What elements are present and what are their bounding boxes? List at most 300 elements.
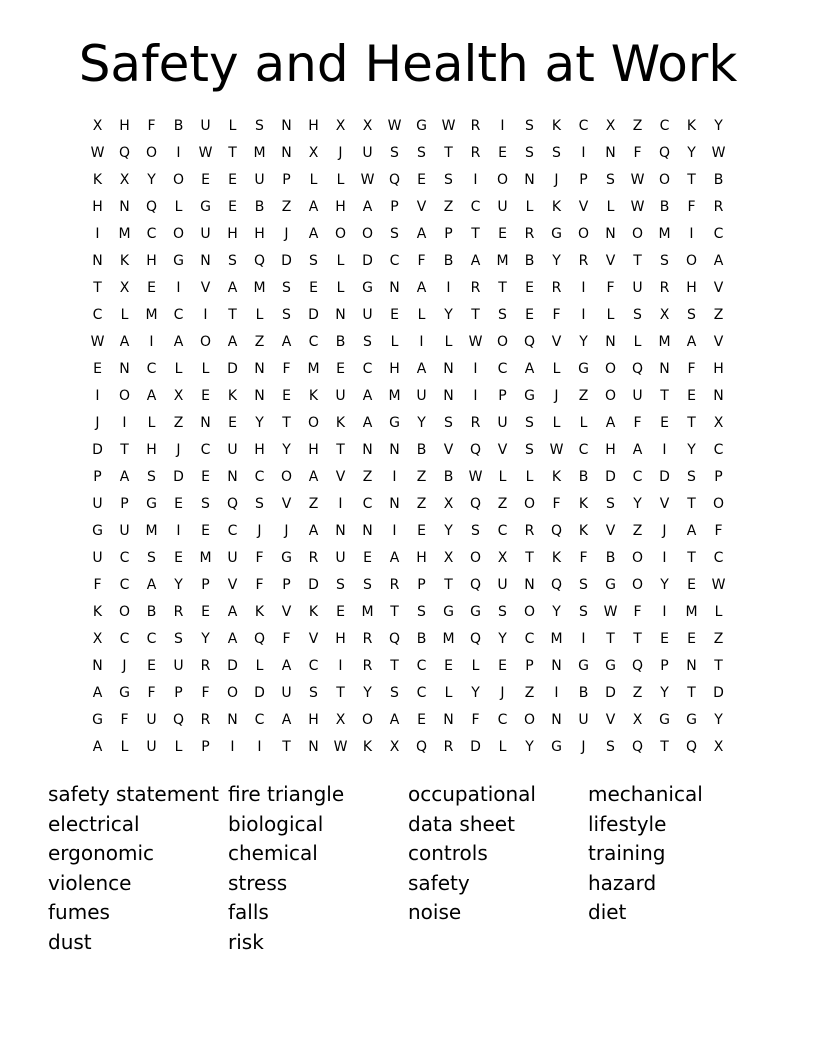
grid-letter: N: [200, 414, 211, 431]
grid-letter: L: [525, 468, 534, 485]
grid-letter: S: [336, 576, 345, 593]
grid-row: [84, 679, 732, 706]
grid-letter: Y: [444, 522, 453, 539]
word-item: safety statement: [48, 782, 220, 806]
grid-letter: R: [524, 522, 535, 539]
grid-letter: T: [282, 738, 291, 755]
word-item: biological: [228, 811, 324, 836]
grid-letter: U: [416, 387, 427, 404]
grid-letter: S: [390, 684, 399, 701]
grid-letter: L: [606, 198, 615, 215]
grid-letter: Z: [632, 117, 643, 134]
grid-letter: R: [659, 279, 670, 296]
grid-letter: O: [199, 333, 212, 350]
grid-letter: U: [200, 225, 211, 242]
grid-letter: T: [336, 441, 345, 458]
grid-letter: S: [606, 171, 615, 188]
grid-letter: D: [605, 468, 616, 485]
grid-letter: F: [147, 117, 156, 134]
grid-letter: U: [254, 171, 265, 188]
grid-letter: Z: [416, 468, 427, 485]
grid-letter: P: [174, 684, 183, 701]
grid-letter: Q: [415, 738, 428, 755]
word-item: falls: [228, 900, 269, 925]
grid-letter: C: [119, 630, 130, 647]
grid-letter: A: [632, 441, 643, 458]
word-item: occupational: [408, 782, 536, 806]
grid-letter: D: [254, 684, 265, 701]
grid-letter: B: [335, 333, 346, 350]
grid-letter: A: [92, 684, 103, 701]
grid-letter: U: [92, 549, 103, 566]
grid-letter: O: [523, 495, 536, 512]
grid-letter: I: [554, 684, 559, 701]
grid-letter: I: [446, 279, 451, 296]
grid-letter: C: [497, 360, 508, 377]
grid-letter: V: [281, 603, 292, 620]
grid-letter: R: [443, 738, 454, 755]
grid-letter: B: [713, 171, 724, 188]
grid-letter: I: [689, 225, 694, 242]
page-title: Safety and Health at Work: [78, 35, 738, 93]
grid-letter: O: [361, 225, 374, 242]
word-column: [408, 780, 588, 958]
grid-letter: Z: [632, 684, 643, 701]
grid-letter: N: [119, 198, 130, 215]
grid-letter: Y: [255, 414, 264, 431]
grid-letter: L: [147, 414, 156, 431]
grid-letter: N: [227, 711, 238, 728]
grid-letter: I: [662, 603, 667, 620]
grid-letter: O: [172, 171, 185, 188]
grid-letter: S: [579, 603, 588, 620]
grid-letter: E: [687, 576, 696, 593]
grid-letter: C: [713, 549, 724, 566]
word-item: mechanical: [588, 782, 703, 806]
grid-letter: A: [713, 252, 724, 269]
grid-row: [84, 220, 732, 247]
grid-letter: D: [92, 441, 103, 458]
grid-letter: I: [338, 495, 343, 512]
grid-letter: C: [524, 630, 535, 647]
grid-letter: K: [551, 468, 562, 485]
word-column: [48, 780, 228, 958]
grid-letter: E: [201, 522, 210, 539]
grid-row: [84, 544, 732, 571]
grid-letter: B: [659, 198, 670, 215]
grid-letter: Q: [523, 333, 536, 350]
grid-letter: J: [176, 441, 181, 458]
grid-letter: S: [687, 468, 696, 485]
grid-letter: L: [255, 657, 264, 674]
grid-letter: H: [254, 441, 265, 458]
grid-letter: G: [146, 495, 157, 512]
grid-letter: R: [308, 549, 319, 566]
grid-letter: M: [118, 225, 131, 242]
grid-letter: K: [92, 603, 103, 620]
grid-letter: A: [119, 468, 130, 485]
grid-letter: Q: [388, 630, 401, 647]
grid-letter: Y: [174, 576, 183, 593]
grid-letter: N: [281, 144, 292, 161]
grid-letter: O: [712, 495, 725, 512]
grid-letter: X: [92, 630, 103, 647]
grid-letter: F: [633, 144, 642, 161]
grid-letter: Y: [579, 333, 588, 350]
grid-letter: A: [470, 252, 481, 269]
grid-letter: C: [659, 117, 670, 134]
grid-letter: K: [578, 522, 589, 539]
grid-letter: S: [552, 144, 561, 161]
grid-letter: T: [714, 657, 723, 674]
grid-letter: A: [308, 522, 319, 539]
grid-letter: V: [200, 279, 211, 296]
grid-letter: S: [498, 603, 507, 620]
grid-row: [84, 274, 732, 301]
grid-letter: W: [549, 441, 564, 458]
grid-letter: M: [145, 306, 158, 323]
grid-letter: N: [443, 360, 454, 377]
grid-letter: I: [392, 468, 397, 485]
grid-letter: T: [633, 630, 642, 647]
grid-letter: U: [281, 684, 292, 701]
grid-letter: A: [173, 333, 184, 350]
grid-letter: Q: [469, 576, 482, 593]
grid-letter: D: [281, 252, 292, 269]
grid-letter: C: [713, 441, 724, 458]
grid-letter: R: [200, 657, 211, 674]
grid-letter: A: [524, 360, 535, 377]
grid-letter: S: [255, 495, 264, 512]
grid-letter: A: [146, 576, 157, 593]
grid-row: [84, 166, 732, 193]
grid-letter: G: [173, 252, 184, 269]
grid-letter: O: [631, 576, 644, 593]
grid-letter: R: [200, 711, 211, 728]
grid-letter: T: [336, 684, 345, 701]
grid-letter: F: [282, 630, 291, 647]
grid-letter: W: [711, 576, 726, 593]
grid-letter: E: [147, 657, 156, 674]
grid-letter: L: [417, 306, 426, 323]
grid-letter: Z: [362, 468, 373, 485]
grid-letter: M: [442, 630, 455, 647]
grid-letter: F: [255, 576, 264, 593]
grid-letter: L: [525, 198, 534, 215]
grid-letter: X: [119, 171, 130, 188]
grid-letter: W: [198, 144, 213, 161]
grid-letter: W: [360, 171, 375, 188]
grid-letter: J: [581, 738, 586, 755]
grid-letter: E: [282, 387, 291, 404]
word-item: fire triangle: [228, 782, 345, 806]
grid-letter: M: [388, 387, 401, 404]
grid-letter: N: [605, 225, 616, 242]
grid-letter: B: [146, 603, 157, 620]
grid-letter: I: [149, 333, 154, 350]
grid-letter: C: [92, 306, 103, 323]
grid-letter: J: [284, 522, 289, 539]
grid-letter: X: [92, 117, 103, 134]
grid-letter: G: [416, 117, 427, 134]
grid-letter: F: [147, 684, 156, 701]
grid-letter: L: [336, 252, 345, 269]
grid-letter: G: [443, 603, 454, 620]
grid-letter: B: [254, 198, 265, 215]
grid-letter: G: [200, 198, 211, 215]
grid-letter: V: [308, 630, 319, 647]
grid-letter: X: [632, 711, 643, 728]
grid-letter: Z: [524, 684, 535, 701]
grid-letter: K: [308, 603, 319, 620]
grid-letter: J: [554, 171, 559, 188]
grid-letter: E: [660, 414, 669, 431]
grid-letter: A: [227, 603, 238, 620]
grid-letter: N: [659, 360, 670, 377]
grid-letter: F: [282, 360, 291, 377]
grid-letter: O: [604, 387, 617, 404]
grid-letter: S: [498, 306, 507, 323]
grid-letter: C: [497, 711, 508, 728]
grid-letter: O: [523, 711, 536, 728]
grid-letter: S: [417, 144, 426, 161]
grid-letter: C: [470, 198, 481, 215]
grid-letter: G: [686, 711, 697, 728]
grid-letter: B: [524, 252, 535, 269]
grid-letter: M: [145, 522, 158, 539]
grid-letter: T: [687, 684, 696, 701]
grid-row: [84, 409, 732, 436]
grid-letter: A: [389, 711, 400, 728]
grid-letter: P: [498, 387, 507, 404]
grid-letter: N: [254, 387, 265, 404]
grid-letter: S: [660, 252, 669, 269]
word-item: safety: [408, 870, 470, 895]
grid-letter: Z: [578, 387, 589, 404]
grid-letter: U: [146, 711, 157, 728]
grid-letter: E: [417, 711, 426, 728]
grid-letter: U: [335, 549, 346, 566]
grid-letter: Q: [469, 630, 482, 647]
grid-letter: E: [201, 171, 210, 188]
grid-letter: Y: [525, 738, 534, 755]
grid-letter: Q: [631, 738, 644, 755]
grid-letter: K: [686, 117, 697, 134]
grid-letter: L: [336, 279, 345, 296]
grid-letter: W: [630, 171, 645, 188]
grid-letter: X: [308, 144, 319, 161]
grid-letter: C: [497, 522, 508, 539]
grid-letter: G: [281, 549, 292, 566]
grid-letter: S: [282, 306, 291, 323]
grid-letter: K: [254, 603, 265, 620]
grid-letter: I: [581, 279, 586, 296]
grid-letter: T: [687, 495, 696, 512]
grid-letter: X: [605, 117, 616, 134]
grid-letter: W: [387, 117, 402, 134]
grid-letter: S: [687, 306, 696, 323]
grid-letter: Q: [550, 576, 563, 593]
grid-letter: B: [416, 441, 427, 458]
grid-letter: K: [92, 171, 103, 188]
grid-letter: Q: [253, 252, 266, 269]
grid-letter: A: [362, 387, 373, 404]
grid-letter: V: [713, 279, 724, 296]
grid-letter: C: [146, 630, 157, 647]
grid-letter: G: [92, 522, 103, 539]
grid-letter: F: [255, 549, 264, 566]
grid-letter: N: [551, 711, 562, 728]
grid-letter: H: [254, 225, 265, 242]
grid-letter: H: [335, 198, 346, 215]
grid-letter: E: [201, 387, 210, 404]
grid-letter: C: [578, 117, 589, 134]
grid-letter: C: [119, 576, 130, 593]
grid-letter: B: [173, 117, 184, 134]
grid-letter: C: [227, 522, 238, 539]
grid-letter: C: [254, 711, 265, 728]
grid-letter: F: [714, 522, 723, 539]
grid-row: [84, 463, 732, 490]
grid-letter: Z: [497, 495, 508, 512]
grid-letter: M: [658, 225, 671, 242]
grid-letter: S: [390, 225, 399, 242]
grid-letter: P: [444, 225, 453, 242]
grid-letter: F: [606, 279, 615, 296]
grid-letter: P: [525, 657, 534, 674]
grid-row: [84, 193, 732, 220]
grid-letter: W: [468, 333, 483, 350]
grid-letter: B: [443, 252, 454, 269]
grid-letter: N: [254, 360, 265, 377]
grid-letter: I: [338, 657, 343, 674]
letter-grid: [84, 112, 732, 760]
grid-letter: P: [417, 576, 426, 593]
grid-letter: Q: [631, 657, 644, 674]
grid-letter: N: [335, 522, 346, 539]
grid-letter: N: [362, 441, 373, 458]
grid-letter: X: [173, 387, 184, 404]
grid-letter: T: [390, 603, 399, 620]
grid-letter: V: [416, 198, 427, 215]
grid-letter: U: [497, 414, 508, 431]
grid-letter: Y: [687, 144, 696, 161]
grid-letter: H: [146, 252, 157, 269]
grid-letter: F: [633, 414, 642, 431]
grid-letter: L: [606, 306, 615, 323]
grid-letter: N: [551, 657, 562, 674]
grid-letter: L: [120, 306, 129, 323]
grid-letter: L: [633, 333, 642, 350]
grid-letter: G: [524, 387, 535, 404]
grid-letter: V: [605, 711, 616, 728]
grid-letter: L: [309, 171, 318, 188]
grid-letter: S: [606, 738, 615, 755]
grid-letter: U: [200, 117, 211, 134]
grid-letter: F: [633, 603, 642, 620]
grid-letter: S: [606, 495, 615, 512]
grid-letter: G: [551, 225, 562, 242]
grid-letter: I: [581, 630, 586, 647]
grid-letter: S: [363, 576, 372, 593]
grid-letter: P: [714, 468, 723, 485]
grid-letter: O: [685, 252, 698, 269]
grid-letter: O: [469, 549, 482, 566]
grid-letter: H: [389, 360, 400, 377]
grid-letter: K: [227, 387, 238, 404]
grid-letter: Q: [118, 144, 131, 161]
grid-letter: H: [713, 360, 724, 377]
grid-letter: E: [444, 657, 453, 674]
grid-letter: N: [389, 441, 400, 458]
grid-row: [84, 436, 732, 463]
grid-letter: O: [523, 603, 536, 620]
grid-letter: T: [660, 738, 669, 755]
grid-letter: T: [525, 549, 534, 566]
grid-letter: W: [333, 738, 348, 755]
grid-letter: C: [119, 549, 130, 566]
grid-letter: N: [92, 657, 103, 674]
grid-letter: W: [441, 117, 456, 134]
grid-letter: T: [660, 387, 669, 404]
grid-letter: O: [361, 711, 374, 728]
grid-letter: I: [581, 306, 586, 323]
grid-letter: R: [389, 576, 400, 593]
grid-letter: E: [525, 279, 534, 296]
grid-letter: O: [334, 225, 347, 242]
grid-letter: F: [201, 684, 210, 701]
grid-letter: T: [282, 414, 291, 431]
grid-row: [84, 328, 732, 355]
grid-letter: I: [230, 738, 235, 755]
grid-letter: N: [92, 252, 103, 269]
grid-letter: W: [603, 603, 618, 620]
grid-letter: A: [686, 333, 697, 350]
grid-letter: F: [687, 360, 696, 377]
word-item: fumes: [48, 900, 110, 925]
grid-letter: V: [605, 252, 616, 269]
grid-letter: H: [686, 279, 697, 296]
word-item: lifestyle: [588, 811, 667, 836]
grid-letter: J: [338, 144, 343, 161]
grid-letter: L: [471, 657, 480, 674]
grid-letter: E: [687, 630, 696, 647]
grid-letter: I: [392, 522, 397, 539]
grid-letter: N: [443, 387, 454, 404]
word-item: violence: [48, 870, 132, 895]
grid-letter: O: [496, 333, 509, 350]
word-item: electrical: [48, 811, 140, 836]
grid-letter: S: [525, 144, 534, 161]
grid-letter: V: [659, 495, 670, 512]
grid-letter: X: [713, 414, 724, 431]
grid-letter: E: [498, 225, 507, 242]
grid-letter: L: [390, 333, 399, 350]
grid-letter: Y: [444, 306, 453, 323]
grid-letter: S: [390, 144, 399, 161]
grid-letter: J: [554, 387, 559, 404]
word-column: [228, 780, 408, 958]
grid-letter: A: [362, 198, 373, 215]
grid-letter: C: [308, 657, 319, 674]
grid-letter: A: [308, 225, 319, 242]
grid-letter: S: [633, 306, 642, 323]
grid-letter: K: [578, 495, 589, 512]
grid-letter: U: [578, 711, 589, 728]
grid-letter: I: [176, 279, 181, 296]
grid-letter: O: [604, 360, 617, 377]
grid-letter: Q: [469, 495, 482, 512]
